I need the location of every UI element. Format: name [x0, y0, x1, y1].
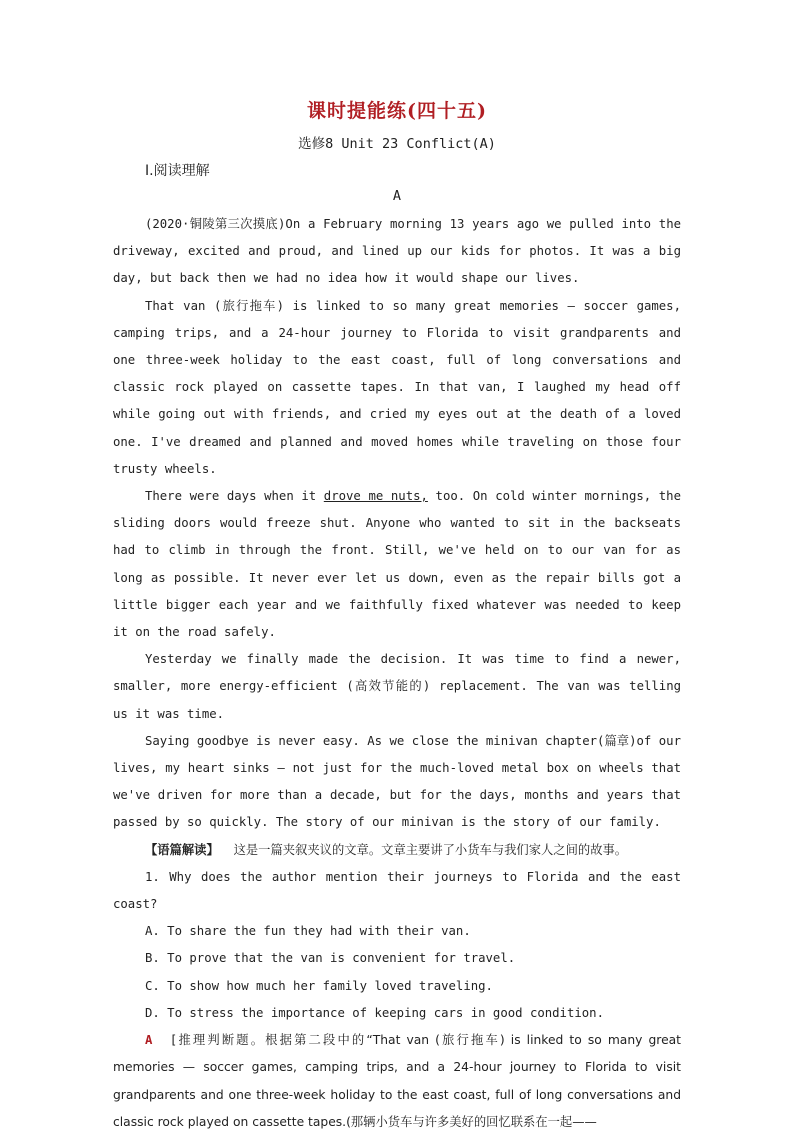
passage-paragraph-4: Yesterday we finally made the decision. It was time to find a newer, smaller, more energy-efficient (高效节能的) replacement. The van was telling us it was time.	[113, 652, 681, 721]
passage-label: A	[392, 188, 402, 204]
answer-1	[113, 1027, 681, 1136]
passage-analysis	[113, 837, 681, 864]
paragraph-3-start: There were days when it	[144, 489, 324, 504]
question-1-option-c: C. To show how much her family loved traveling.	[144, 978, 493, 993]
question-1-option-b: B. To prove that the van is convenient for travel.	[144, 951, 516, 966]
analysis-text: 这是一篇夹叙夹议的文章。文章主要讲了小货车与我们家人之间的故事。	[233, 842, 628, 857]
page-title: 课时提能练(四十五)	[307, 100, 487, 122]
passage-paragraph-1: (2020·铜陵第三次摸底)On a February morning 13 years ago we pulled into the driveway, excited and proud, and lined up our kids for photos. It was a big day, but back then we had no idea how it would shape our lives.	[113, 217, 681, 286]
question-1-stem: 1. Why does the author mention their journeys to Florida and the east coast?	[113, 869, 681, 912]
unit-subtitle: 选修8 Unit 23 Conflict(A)	[298, 136, 496, 152]
passage-body	[113, 211, 681, 1136]
section-label: Ⅰ.阅读理解	[145, 163, 210, 179]
passage-paragraph-3	[113, 483, 681, 646]
analysis-label: 【语篇解读】	[144, 842, 219, 857]
answer-letter: A	[144, 1033, 153, 1048]
answer-explanation: [推理判断题。根据第二段中的“That van (旅行拖车) is linked to so many great memories — soccer games, camping trips, and a 24-hour journey to Florida to visit grandparents and one three-week holiday to the east coast, full of long conversations and classic rock played on cassette tapes.(那辆小货车与许多美好的回忆联系在一起——	[113, 1033, 681, 1129]
underlined-phrase: drove me nuts,	[323, 489, 428, 504]
paragraph-3-end: too. On cold winter mornings, the sliding doors would freeze shut. Anyone who wanted to sit in the backseats had to climb in through the front. Still, we've held on to our van for as long as possible. It never ever let us down, even as the repair bills got a little bigger each year and we faithfully fixed whatever was needed to keep it on the road safely.	[113, 489, 681, 640]
question-1-option-d: D. To stress the importance of keeping cars in good condition.	[144, 1005, 604, 1020]
passage-paragraph-2: That van (旅行拖车) is linked to so many great memories — soccer games, camping trips, and a 24-hour journey to Florida to visit grandparents and one three-week holiday to the east coast, full of long conversations and classic rock played on cassette tapes. In that van, I laughed my head off while going out with friends, and cried my eyes out at the death of a loved one. I've dreamed and planned and moved homes while traveling on those four trusty wheels.	[113, 298, 681, 476]
passage-paragraph-5: Saying goodbye is never easy. As we close the minivan chapter(篇章)of our lives, my heart sinks — not just for the much-loved metal box on wheels that we've driven for more than a decade, but for the days, months and years that passed by so quickly. The story of our minivan is the story of our family.	[113, 733, 681, 830]
question-1-option-a: A. To share the fun they had with their van.	[144, 924, 471, 939]
